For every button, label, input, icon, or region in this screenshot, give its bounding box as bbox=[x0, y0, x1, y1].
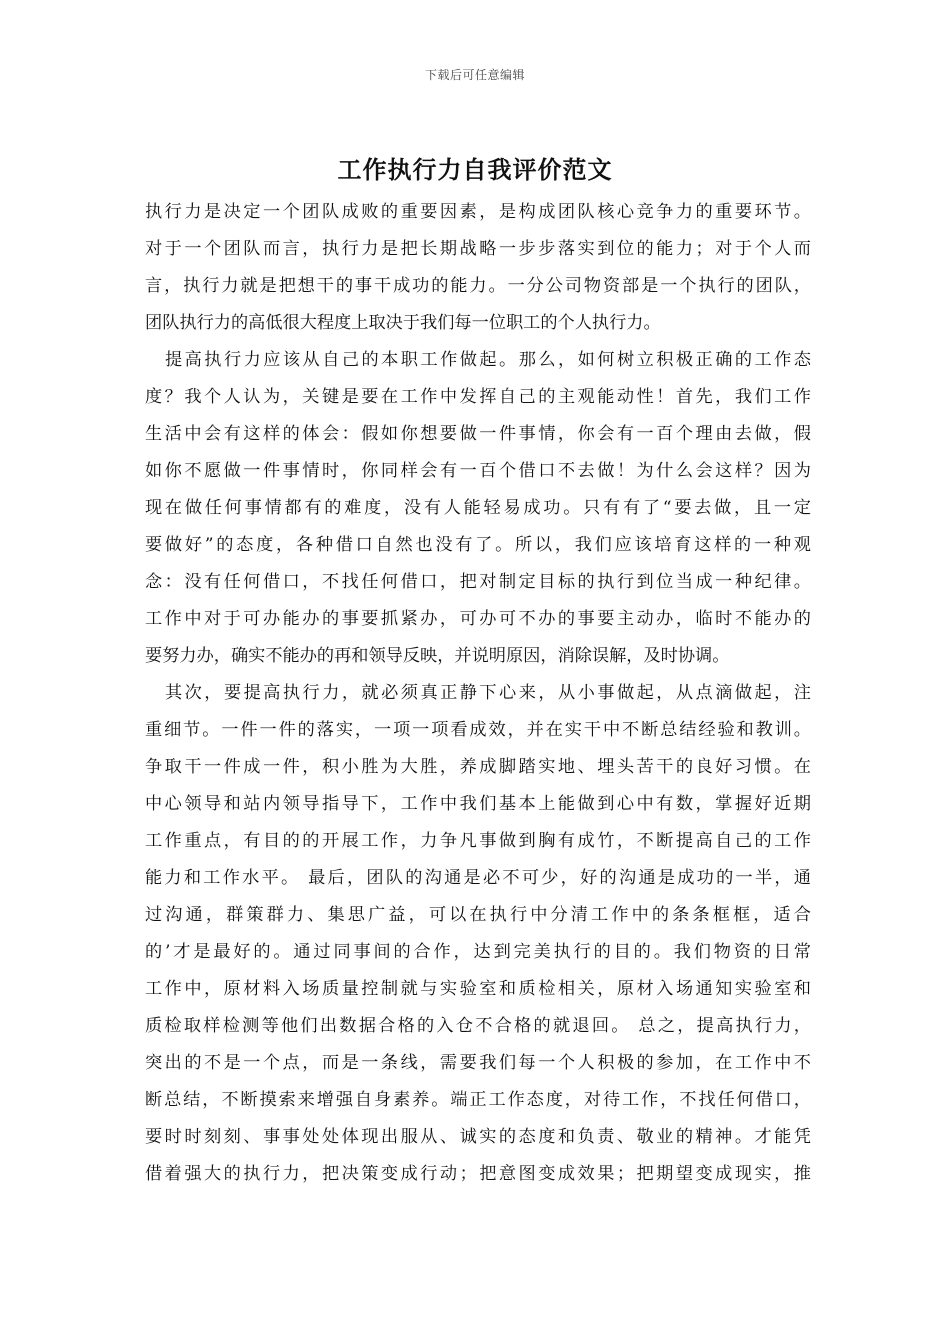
text-line: 要做好”的态度，各种借口自然也没有了。所以，我们应该培育这样的一种观 bbox=[145, 535, 811, 555]
text-line: 质检取样检测等他们出数据合格的入仓不合格的就退回。 总之，提高执行力， bbox=[145, 1016, 811, 1036]
text-line: 团队执行力的高低很大程度上取决于我们每一位职工的个人执行力。 bbox=[145, 313, 661, 333]
text-line: 中心领导和站内领导指导下，工作中我们基本上能做到心中有数，掌握好近期 bbox=[145, 794, 811, 814]
text-line: 工作重点，有目的的开展工作，力争凡事做到胸有成竹，不断提高自己的工作 bbox=[145, 831, 811, 851]
text-line: 工作中对于可办能办的事要抓紧办，可办可不办的事要主动办，临时不能办的 bbox=[145, 609, 811, 629]
text-line: 借着强大的执行力，把决策变成行动；把意图变成效果；把期望变成现实，推 bbox=[145, 1164, 811, 1184]
text-line: 断总结，不断摸索来增强自身素养。端正工作态度，对待工作，不找任何借口， bbox=[145, 1090, 811, 1110]
text-line: 过沟通，群策群力、集思广益，可以在执行中分清工作中的条条框框，适合 bbox=[145, 905, 811, 925]
text-line: 重细节。一件一件的落实，一项一项看成效，并在实干中不断总结经验和教训。 bbox=[145, 720, 811, 740]
text-line: 突出的不是一个点，而是一条线，需要我们每一个人积极的参加，在工作中不 bbox=[145, 1053, 811, 1073]
text-line: 争取干一件成一件，积小胜为大胜，养成脚踏实地、埋头苦干的良好习惯。在 bbox=[145, 757, 811, 777]
header-note: 下载后可任意编辑 bbox=[424, 68, 525, 82]
text-line: 要时时刻刻、事事处处体现出服从、诚实的态度和负责、敬业的精神。才能凭 bbox=[145, 1127, 811, 1147]
text-line: 能力和工作水平。 最后，团队的沟通是必不可少，好的沟通是成功的一半，通 bbox=[145, 868, 811, 888]
text-line: 如你不愿做一件事情时，你同样会有一百个借口不去做！为什么会这样？因为 bbox=[145, 461, 811, 481]
text-line: 言，执行力就是把想干的事干成功的能力。一分公司物资部是一个执行的团队， bbox=[145, 276, 811, 296]
text-line: 执行力是决定一个团队成败的重要因素，是构成团队核心竞争力的重要环节。 bbox=[145, 202, 811, 222]
text-line: 其次，要提高执行力，就必须真正静下心来，从小事做起，从点滴做起，注 bbox=[165, 683, 811, 703]
text-line: 对于一个团队而言，执行力是把长期战略一步步落实到位的能力；对于个人而 bbox=[145, 239, 811, 259]
text-line: 现在做任何事情都有的难度，没有人能轻易成功。只有有了“要去做，且一定 bbox=[145, 498, 811, 518]
text-line: 的’才是最好的。通过同事间的合作，达到完美执行的目的。我们物资的日常 bbox=[145, 942, 811, 962]
text-line: 念：没有任何借口，不找任何借口，把对制定目标的执行到位当成一种纪律。 bbox=[145, 572, 811, 592]
page-title: 工作执行力自我评价范文 bbox=[337, 155, 613, 184]
text-line: 工作中，原材料入场质量控制就与实验室和质检相关，原材入场通知实验室和 bbox=[145, 979, 811, 999]
document-body bbox=[145, 194, 811, 1193]
text-line: 要努力办，确实不能办的再和领导反映，并说明原因，消除误解，及时协调。 bbox=[145, 646, 730, 666]
text-line: 度？我个人认为，关键是要在工作中发挥自己的主观能动性！首先，我们工作 bbox=[145, 387, 811, 407]
text-line: 提高执行力应该从自己的本职工作做起。那么，如何树立积极正确的工作态 bbox=[165, 350, 811, 370]
text-line: 生活中会有这样的体会：假如你想要做一件事情，你会有一百个理由去做，假 bbox=[145, 424, 811, 444]
